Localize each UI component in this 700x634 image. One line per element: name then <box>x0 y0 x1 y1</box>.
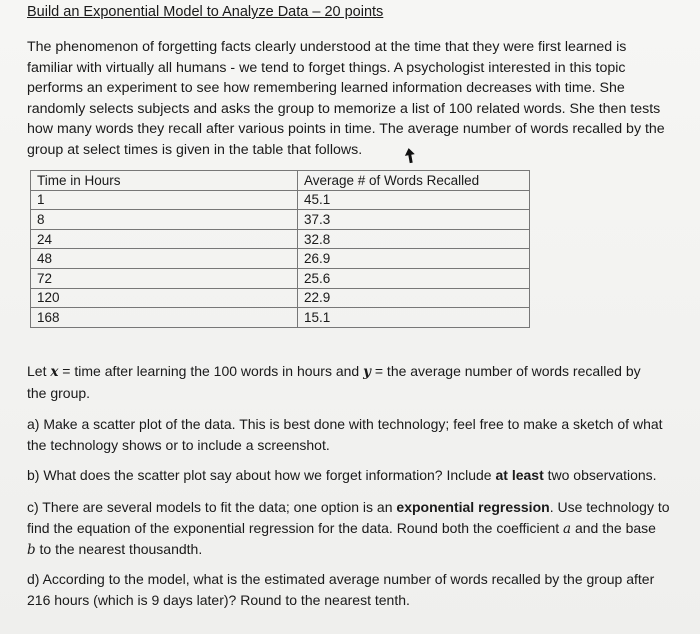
words-cell: 32.8 <box>298 229 530 249</box>
intro-line: group at select times is given in the table that follows. <box>27 141 363 158</box>
words-cell: 15.1 <box>298 308 530 328</box>
intro-line: familiar with virtually all humans - we tend to forget things. A psychologist interested in this topic <box>27 59 626 76</box>
time-cell: 1 <box>31 190 298 210</box>
time-cell: 168 <box>31 308 298 328</box>
table-row <box>31 210 530 230</box>
intro-line: performs an experiment to see how remembering learned information decreases with time. She <box>27 80 625 97</box>
variable-x: x <box>50 364 59 380</box>
time-cell: 72 <box>31 268 298 288</box>
intro-paragraph <box>27 37 687 161</box>
column-header-time: Time in Hours <box>31 171 298 191</box>
table-header-row <box>31 171 530 191</box>
data-table <box>30 170 530 328</box>
intro-line: how many words they recall after various points in time. The average number of words recalled by the <box>27 121 665 138</box>
table-row <box>31 229 530 249</box>
question-b: b) What does the scatter plot say about how we forget information? Include at least two observations. <box>27 467 657 483</box>
column-header-words: Average # of Words Recalled <box>298 171 530 191</box>
variable-y: y <box>363 364 371 380</box>
time-cell: 8 <box>31 210 298 230</box>
variable-definition: Let x = time after learning the 100 words in hours and y = the average number of words recalled by the group. <box>27 363 641 401</box>
time-cell: 24 <box>31 229 298 249</box>
words-cell: 25.6 <box>298 268 530 288</box>
intro-line: randomly selects subjects and asks the group to memorize a list of 100 related words. She then tests <box>27 100 661 117</box>
base-b: b <box>27 542 36 558</box>
words-cell: 45.1 <box>298 190 530 210</box>
question-d: d) According to the model, what is the estimated average number of words recalled by the group after 216 hours (which is 9 days later)? Round to the nearest tenth. <box>27 571 655 608</box>
time-cell: 48 <box>31 249 298 269</box>
words-cell: 37.3 <box>298 210 530 230</box>
words-cell: 26.9 <box>298 249 530 269</box>
table-row <box>31 268 530 288</box>
words-cell: 22.9 <box>298 288 530 308</box>
coefficient-a: a <box>563 520 572 537</box>
intro-line: The phenomenon of forgetting facts clearly understood at the time that they were first learned is <box>27 39 627 55</box>
question-a: a) Make a scatter plot of the data. This is best done with technology; feel free to make a sketch of what the technology shows or to include a screenshot. <box>27 416 663 453</box>
assignment-title: Build an Exponential Model to Analyze Data – 20 points <box>27 4 384 20</box>
time-cell: 120 <box>31 288 298 308</box>
table-row <box>31 249 530 269</box>
table-row <box>31 190 530 210</box>
table-row <box>31 288 530 308</box>
table-row <box>31 308 530 328</box>
question-c: c) There are several models to fit the data; one option is an exponential regression. Use technology to find the equation of the exponential regression for the data. Round both the coefficient a and the base b to the nearest thousandth. <box>27 499 670 558</box>
mouse-pointer-icon <box>403 148 417 164</box>
